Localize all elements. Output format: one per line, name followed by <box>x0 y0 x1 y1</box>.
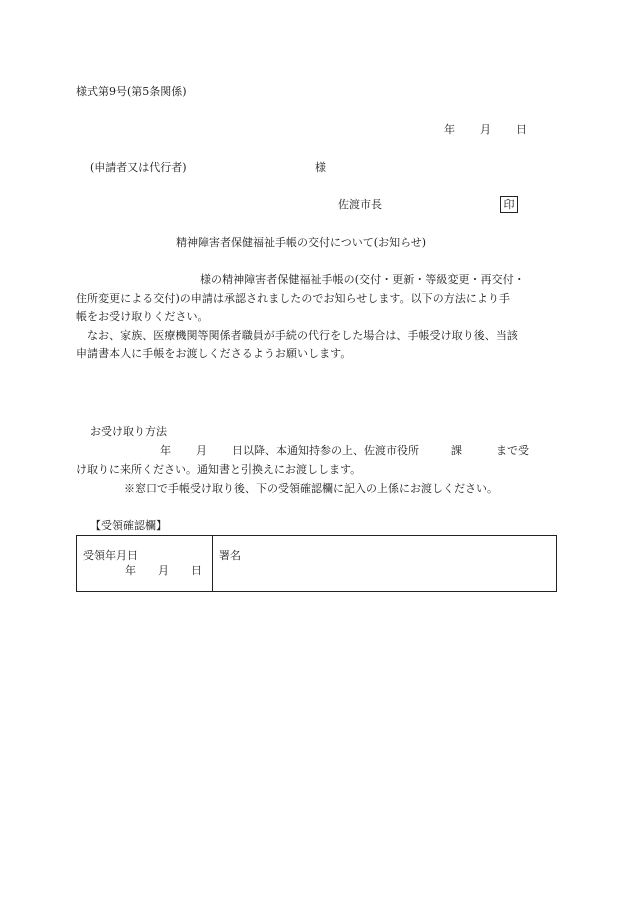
seal-stamp-box: 印 <box>500 196 518 213</box>
pickup-year: 年 <box>160 444 171 457</box>
pickup-line-1 <box>76 443 556 458</box>
body-line: 住所変更による交付)の申請は承認されましたのでお知らせします。以下の方法により手 <box>76 291 511 305</box>
pickup-line-2: け取りに来所ください。通知書と引換えにお渡しします。 <box>76 463 362 476</box>
receipt-day: 日 <box>191 564 202 577</box>
body-line: 帳をお受け取りください。 <box>76 310 209 323</box>
pickup-heading: お受け取り方法 <box>90 425 167 438</box>
pickup-section: 課 <box>451 444 462 457</box>
confirmation-heading: 【受領確認欄】 <box>90 519 167 532</box>
form-number: 様式第9号(第5条関係) <box>76 85 187 98</box>
confirmation-table <box>76 535 557 592</box>
receipt-date-fields <box>125 563 202 578</box>
receipt-month: 月 <box>158 564 169 577</box>
pickup-note: ※窓口で手帳受け取り後、下の受領確認欄に記入の上係にお渡しください。 <box>124 482 498 495</box>
sender-mayor: 佐渡市長 <box>338 198 382 211</box>
issue-date-day: 日 <box>516 123 527 136</box>
honorific-sama: 様 <box>315 161 326 174</box>
pickup-month: 月 <box>196 444 207 457</box>
table-divider <box>212 536 213 591</box>
signature-label: 署名 <box>219 549 241 562</box>
issue-date-month: 月 <box>480 123 491 136</box>
receipt-year: 年 <box>125 564 136 577</box>
applicant-label: (申請者又は代行者) <box>90 161 187 174</box>
receipt-date-label: 受領年月日 <box>83 549 138 562</box>
document-title: 精神障害者保健福祉手帳の交付について(お知らせ) <box>176 236 427 249</box>
notice-body <box>76 271 556 364</box>
pickup-text: 日以降、本通知持参の上、佐渡市役所 <box>232 444 419 457</box>
body-line: 申請書本人に手帳をお渡しくださるようお願いします。 <box>76 347 352 360</box>
body-line: なお、家族、医療機関等関係者職員が手続の代行をした場合は、手帳受け取り後、当該 <box>87 328 518 342</box>
issue-date <box>444 122 527 137</box>
pickup-end: まで受 <box>496 444 529 457</box>
issue-date-year: 年 <box>444 123 455 136</box>
body-line: 様の精神障害者保健福祉手帳の(交付・更新・等級変更・再交付・ <box>200 273 525 286</box>
